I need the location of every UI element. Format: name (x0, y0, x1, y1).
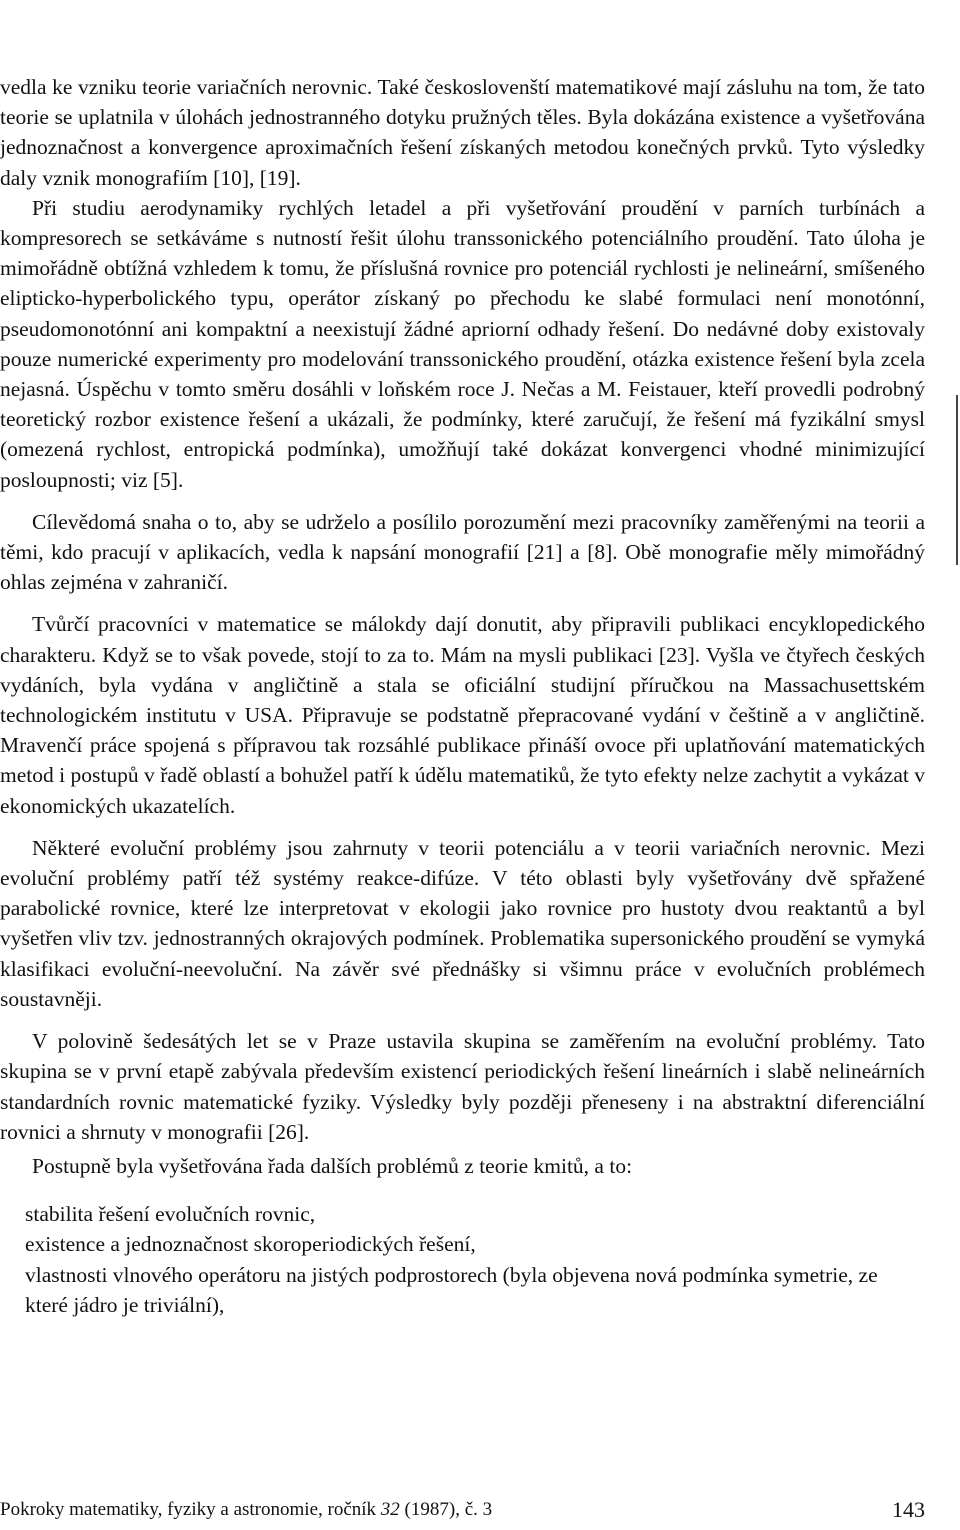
volume-number: 32 (380, 1499, 400, 1520)
article-body (0, 72, 925, 1320)
problem-list (0, 1199, 925, 1320)
list-item: vlastnosti vlnového operátoru na jistých podprostorech (byla objevena nová podmínka symetrie, ze které jádro je triviální), (25, 1262, 878, 1317)
paragraph-5: Některé evoluční problémy jsou zahrnuty v teorii potenciálu a v teorii variačních nerovnic. Mezi evoluční problémy patří též systémy reakce-difúze. V této oblasti byly vyšetřovány dvě spřažené parabolické rovnice, které lze interpretovat v ekologii jako rovnice pro hustoty dvou reaktantů a byl vyšetřen vliv tzv. jednostranných okrajových podmínek. Problematika supersonického proudění se vymyká klasifikaci evoluční-neevoluční. Na závěr své přednášky si všimnu práce v evolučních problémech soustavněji. (0, 835, 925, 1011)
page-footer (0, 1498, 925, 1522)
year-issue: (1987), č. 3 (404, 1499, 493, 1520)
paragraph-3: Cílevědomá snaha o to, aby se udrželo a posílilo porozumění mezi pracovníky zaměřenými na teorii a těmi, kdo pracují v aplikacích, vedla k napsání monografií [21] a [8]. Obě monografie měly mimořádný ohlas zejména v zahraničí. (0, 509, 925, 595)
paragraph-7: Postupně byla vyšetřována řada dalších problémů z teorie kmitů, a to: (32, 1153, 633, 1178)
paragraph-1: vedla ke vzniku teorie variačních nerovnic. Také českoslovenští matematikové mají zásluhu na tom, že tato teorie se uplatnila v úlohách jednostranného dotyku pružných těles. Byla dokázána existence a vyšetřována jednoznačnost a konvergence aproximačních řešení získaných metodou konečných prvků. Tyto výsledky daly vznik monografiím [10], [19]. (0, 75, 925, 190)
journal-name: Pokroky matematiky, fyziky a astronomie, ročník (0, 1499, 377, 1520)
paragraph-6: V polovině šedesátých let se v Praze ustavila skupina se zaměřením na evoluční problémy. Tato skupina se v první etapě zabývala především existencí periodických řešení lineárních i slabě nelineárních standardních rovnic matematické fyziky. Výsledky byly později přeneseny i na abstraktní diferenciální rovnici a shrnuty v monografii [26]. (0, 1029, 925, 1144)
page-number: 143 (892, 1497, 925, 1522)
list-item: stabilita řešení evolučních rovnic, (25, 1202, 316, 1227)
list-item: existence a jednoznačnost skoroperiodických řešení, (25, 1232, 476, 1257)
paragraph-2: Při studiu aerodynamiky rychlých letadel a při vyšetřování proudění v parních turbínách a kompresorech se setkáváme s nutností řešit úlohu transsonického potenciálního proudění. Tato úloha je mimořádně obtížná vzhledem k tomu, že příslušná rovnice pro potenciál rychlosti je nelineární, smíšeného elipticko-hyperbolického typu, operátor získaný po přechodu ke slabé formulaci není monotónní, pseudomonotónní ani kompaktní a neexistují žádné apriorní odhady řešení. Do nedávné doby existovaly pouze numerické experimenty pro modelování transsonického proudění, otázka existence řešení byla zcela nejasná. Úspěchu v tomto směru dosáhli v loňském roce J. Nečas a M. Feistauer, kteří provedli podrobný teoretický rozbor existence řešení a ukázali, že podmínky, které zaručují, že řešení má fyzikální smysl (omezená rychlost, entropická podmínka), umožňují také dokázat konvergenci vhodné minimizující posloupnosti; viz [5]. (0, 195, 925, 492)
margin-rule (956, 395, 958, 565)
paragraph-4: Tvůrčí pracovníci v matematice se málokdy dají donutit, aby připravili publikaci encyklopedického charakteru. Když se to však povede, stojí to za to. Mám na mysli publikaci [23]. Vyšla ve čtyřech českých vydáních, byla vydána v angličtině a stala se oficiální studijní příručkou na Massachusettském technologickém institutu v USA. Připravuje se podstatně přepracované vydání v češtině a v angličtině. Mravenčí práce spojená s přípravou tak rozsáhlé publikace přináší ovoce při uplatňování matematických metod i postupů v řadě oblastí a bohužel patří k údělu matematiků, že tyto efekty nelze zachytit a vykázat v ekonomických ukazatelích. (0, 612, 925, 818)
